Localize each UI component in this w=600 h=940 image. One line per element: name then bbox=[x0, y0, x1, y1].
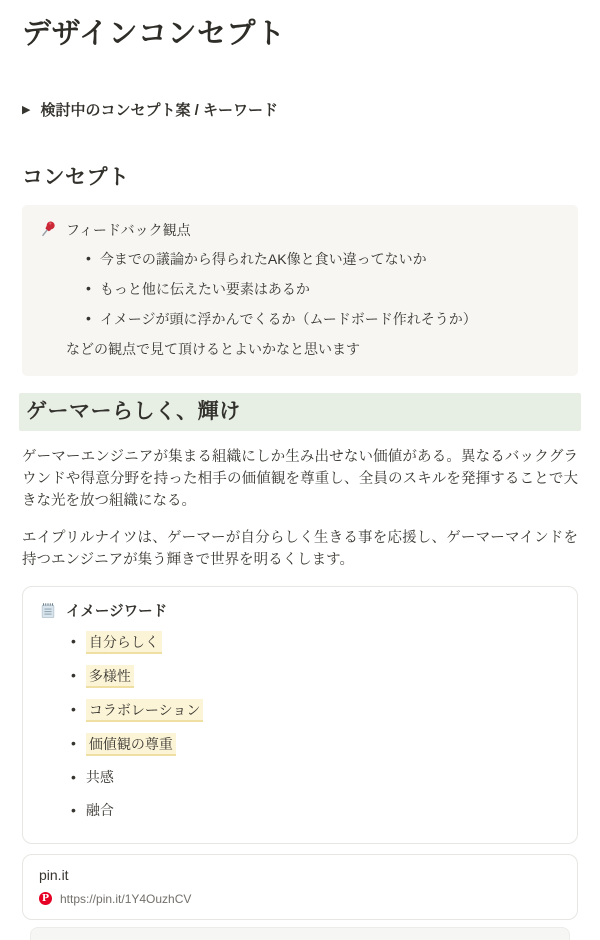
callout-list-item bbox=[86, 278, 562, 300]
callout-footer: などの観点で見て頂けるとよいかなと思います bbox=[66, 340, 360, 357]
next-block-cutoff bbox=[30, 927, 570, 940]
list-item-text: 融合 bbox=[85, 801, 114, 818]
bullet-marker: • bbox=[86, 279, 91, 296]
image-words-list bbox=[39, 631, 561, 822]
callout-list bbox=[38, 248, 562, 330]
bookmark-site-name: pin.it bbox=[39, 866, 69, 883]
callout-item-text: 今までの議論から得られたAK像と食い違ってないか bbox=[99, 250, 427, 267]
image-words-title: イメージワード bbox=[66, 603, 168, 620]
highlighted-word: 自分らしく bbox=[86, 631, 162, 654]
callout-list-item bbox=[86, 308, 562, 330]
toggle-block[interactable] bbox=[22, 99, 578, 120]
list-item bbox=[71, 800, 561, 822]
callout-list-item bbox=[86, 248, 562, 270]
highlighted-word: 多様性 bbox=[86, 665, 134, 688]
list-item bbox=[71, 767, 561, 789]
image-words-card bbox=[22, 586, 578, 844]
page-title: デザインコンセプト bbox=[22, 18, 286, 50]
toggle-label: 検討中のコンセプト案 / キーワード bbox=[40, 102, 278, 120]
bullet-marker: • bbox=[86, 309, 91, 326]
highlighted-word: コラボレーション bbox=[86, 699, 203, 722]
notepad-icon bbox=[39, 601, 57, 620]
pinterest-icon: P bbox=[39, 892, 52, 905]
list-item bbox=[71, 733, 561, 756]
body-paragraph: ゲーマーエンジニアが集まる組織にしか生み出せない価値がある。異なるバックグラウンドや得意分野を持った相手の価値観を尊重し、全員のスキルを発揮することで大きな光を放つ組織になる。 bbox=[22, 448, 578, 509]
bullet-marker: • bbox=[71, 632, 76, 649]
list-item bbox=[71, 699, 561, 722]
toggle-triangle-icon[interactable]: ▶ bbox=[22, 104, 31, 117]
callout-item-text: イメージが頭に浮かんでくるか（ムードボード作れそうか） bbox=[99, 310, 477, 327]
highlighted-word: 価値観の尊重 bbox=[86, 733, 176, 756]
gamer-heading: ゲーマーらしく、輝け bbox=[19, 393, 581, 431]
bullet-marker: • bbox=[71, 666, 76, 683]
callout-title: フィードバック観点 bbox=[66, 221, 191, 238]
list-item-text: 共感 bbox=[85, 768, 114, 785]
callout-item-text: もっと他に伝えたい要素はあるか bbox=[99, 280, 310, 297]
feedback-callout bbox=[22, 205, 578, 376]
bullet-marker: • bbox=[71, 700, 76, 717]
concept-heading: コンセプト bbox=[22, 166, 130, 190]
bullet-marker: • bbox=[71, 801, 76, 818]
list-item bbox=[71, 665, 561, 688]
pinterest-bookmark-card[interactable] bbox=[22, 854, 578, 920]
pushpin-icon bbox=[38, 220, 57, 239]
bullet-marker: • bbox=[86, 249, 91, 266]
body-paragraph: エイプリルナイツは、ゲーマーが自分らしく生きる事を応援し、ゲーマーマインドを持つエンジニアが集う輝きで世界を明るくします。 bbox=[22, 529, 578, 568]
bullet-marker: • bbox=[71, 734, 76, 751]
list-item bbox=[71, 631, 561, 654]
bookmark-url[interactable]: https://pin.it/1Y4OuzhCV bbox=[60, 891, 192, 906]
bullet-marker: • bbox=[71, 768, 76, 785]
